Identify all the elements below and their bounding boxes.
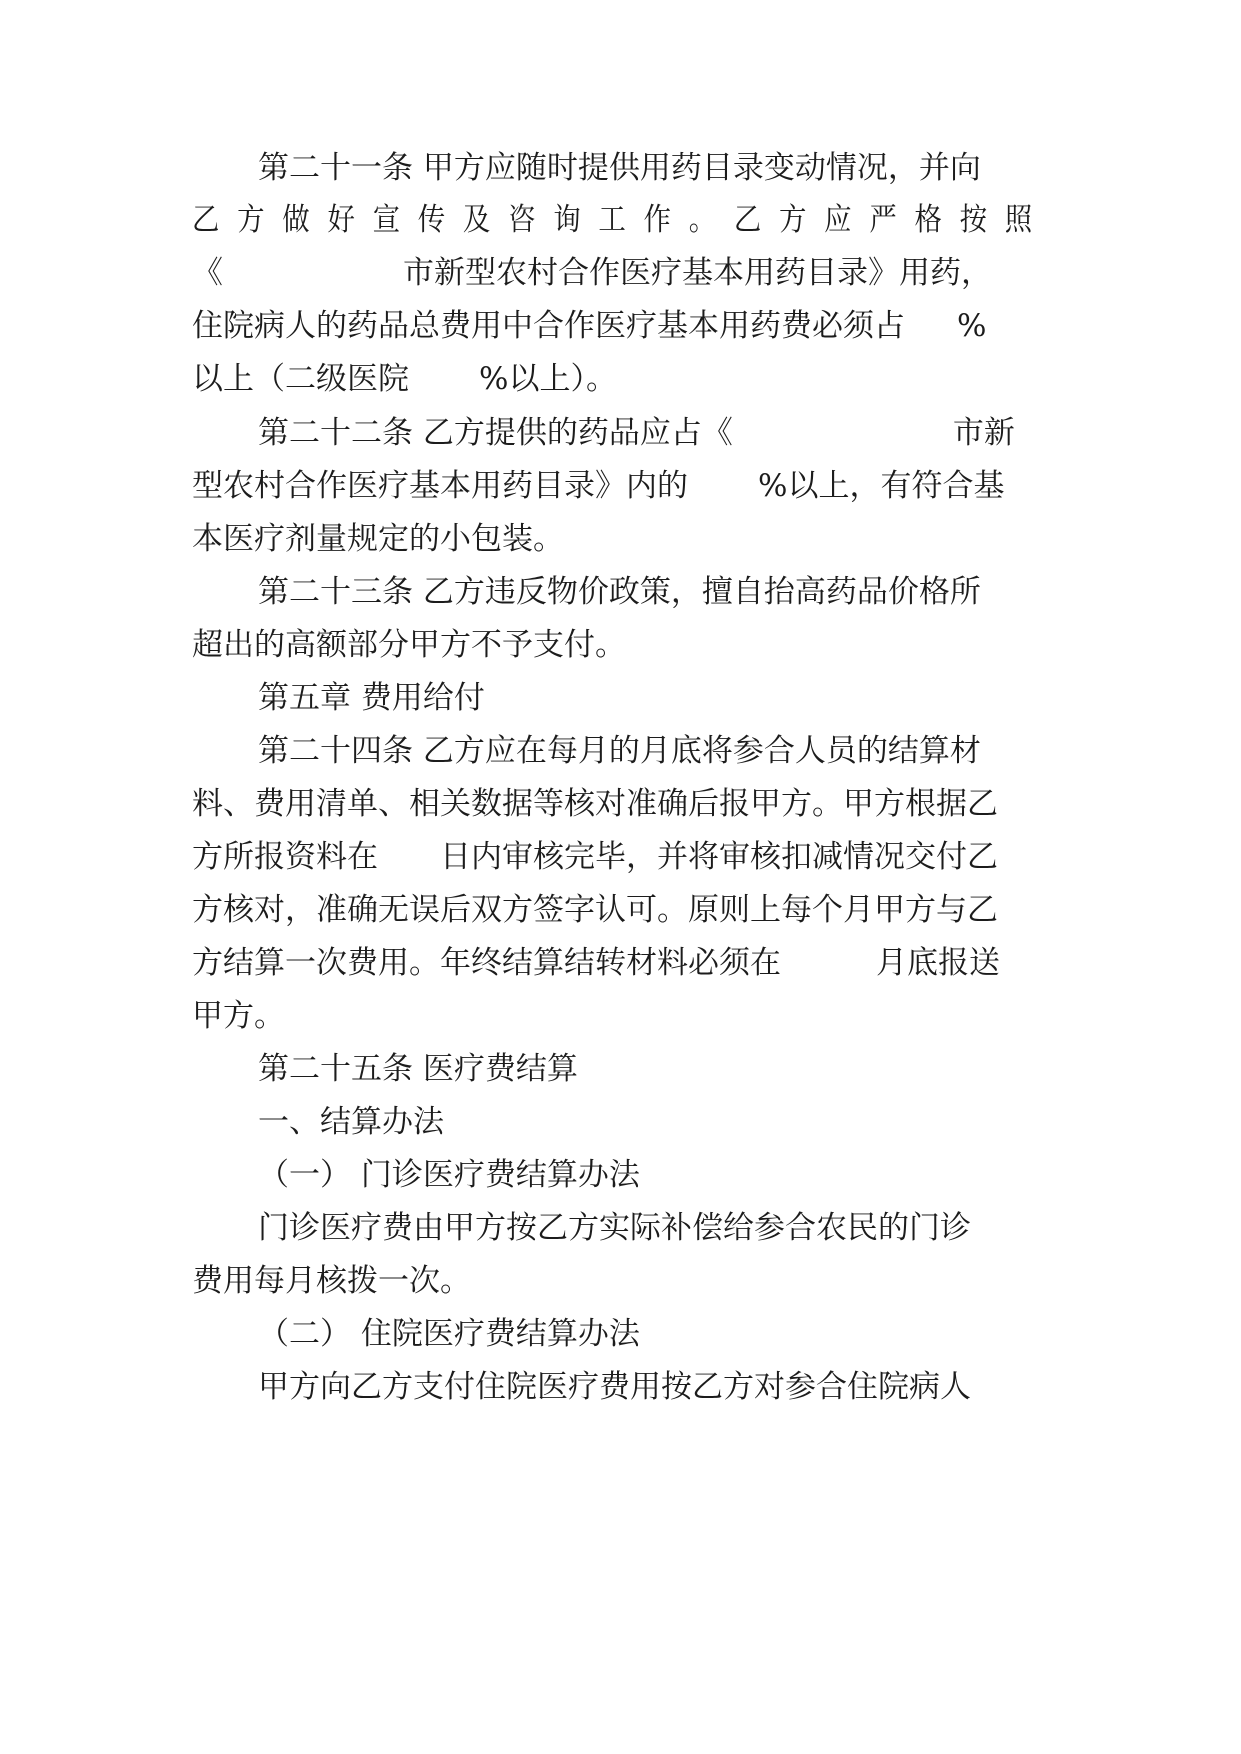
inpatient-settlement-heading: （二） 住院医疗费结算办法 xyxy=(258,1316,640,1352)
article-21-line-3-open-quote: 《 xyxy=(192,255,223,291)
article-24-line-3-text: 方所报资料在 xyxy=(192,839,378,875)
article-22-line-3: 本医疗剂量规定的小包装。 xyxy=(192,521,564,557)
article-21-line-4-percent: % xyxy=(957,308,987,344)
article-24-line-5-end: 月底报送 xyxy=(876,945,1000,981)
article-24-line-4: 方核对，准确无误后双方签字认可。原则上每个月甲方与乙 xyxy=(192,892,998,928)
article-23-line-1: 第二十三条 乙方违反物价政策，擅自抬高药品价格所 xyxy=(258,574,981,610)
inpatient-settlement-line-1: 甲方向乙方支付住院医疗费用按乙方对参合住院病人 xyxy=(258,1369,971,1405)
article-21-line-5-percent: %以上）。 xyxy=(479,361,617,397)
article-23-line-2: 超出的高额部分甲方不予支付。 xyxy=(192,627,626,663)
settlement-method-heading: 一、结算办法 xyxy=(258,1104,444,1140)
outpatient-settlement-line-2: 费用每月核拨一次。 xyxy=(192,1263,471,1299)
article-24-line-3-end: 日内审核完毕，并将审核扣减情况交付乙 xyxy=(440,839,998,875)
article-21-line-5 xyxy=(192,359,1050,399)
article-21-line-4-text: 住院病人的药品总费用中合作医疗基本用药费必须占 xyxy=(192,308,905,344)
article-21-line-4 xyxy=(192,306,1050,346)
article-24-line-5-text: 方结算一次费用。年终结算结转材料必须在 xyxy=(192,945,781,981)
article-21-line-3 xyxy=(192,253,1050,293)
article-21-line-5-text: 以上（二级医院 xyxy=(192,361,409,397)
article-24-line-6: 甲方。 xyxy=(192,998,285,1034)
article-22-line-2 xyxy=(192,466,1050,506)
article-25-title: 第二十五条 医疗费结算 xyxy=(258,1051,578,1087)
article-21-line-2: 乙方做好宣传及咨询工作。乙方应严格按照 xyxy=(192,202,1050,238)
article-22-line-2-end: %以上，有符合基 xyxy=(758,468,1005,504)
outpatient-settlement-heading: （一） 门诊医疗费结算办法 xyxy=(258,1157,640,1193)
article-24-line-5 xyxy=(192,943,1050,983)
article-22-line-1-text: 第二十二条 乙方提供的药品应占《 xyxy=(258,415,733,451)
article-24-line-1: 第二十四条 乙方应在每月的月底将参合人员的结算材 xyxy=(258,733,981,769)
chapter-5-heading: 第五章 费用给付 xyxy=(258,680,485,716)
article-24-line-3 xyxy=(192,837,1050,877)
outpatient-settlement-line-1: 门诊医疗费由甲方按乙方实际补偿给参合农民的门诊 xyxy=(258,1210,971,1246)
article-22-line-1 xyxy=(258,413,1050,453)
article-22-line-2-text: 型农村合作医疗基本用药目录》内的 xyxy=(192,468,688,504)
article-21-line-1: 第二十一条 甲方应随时提供用药目录变动情况，并向 xyxy=(258,150,981,186)
article-21-line-3-text: 市新型农村合作医疗基本用药目录》用药， xyxy=(403,255,992,291)
article-24-line-2: 料、费用清单、相关数据等核对准确后报甲方。甲方根据乙 xyxy=(192,786,998,822)
article-22-line-1-end: 市新 xyxy=(952,415,1015,451)
